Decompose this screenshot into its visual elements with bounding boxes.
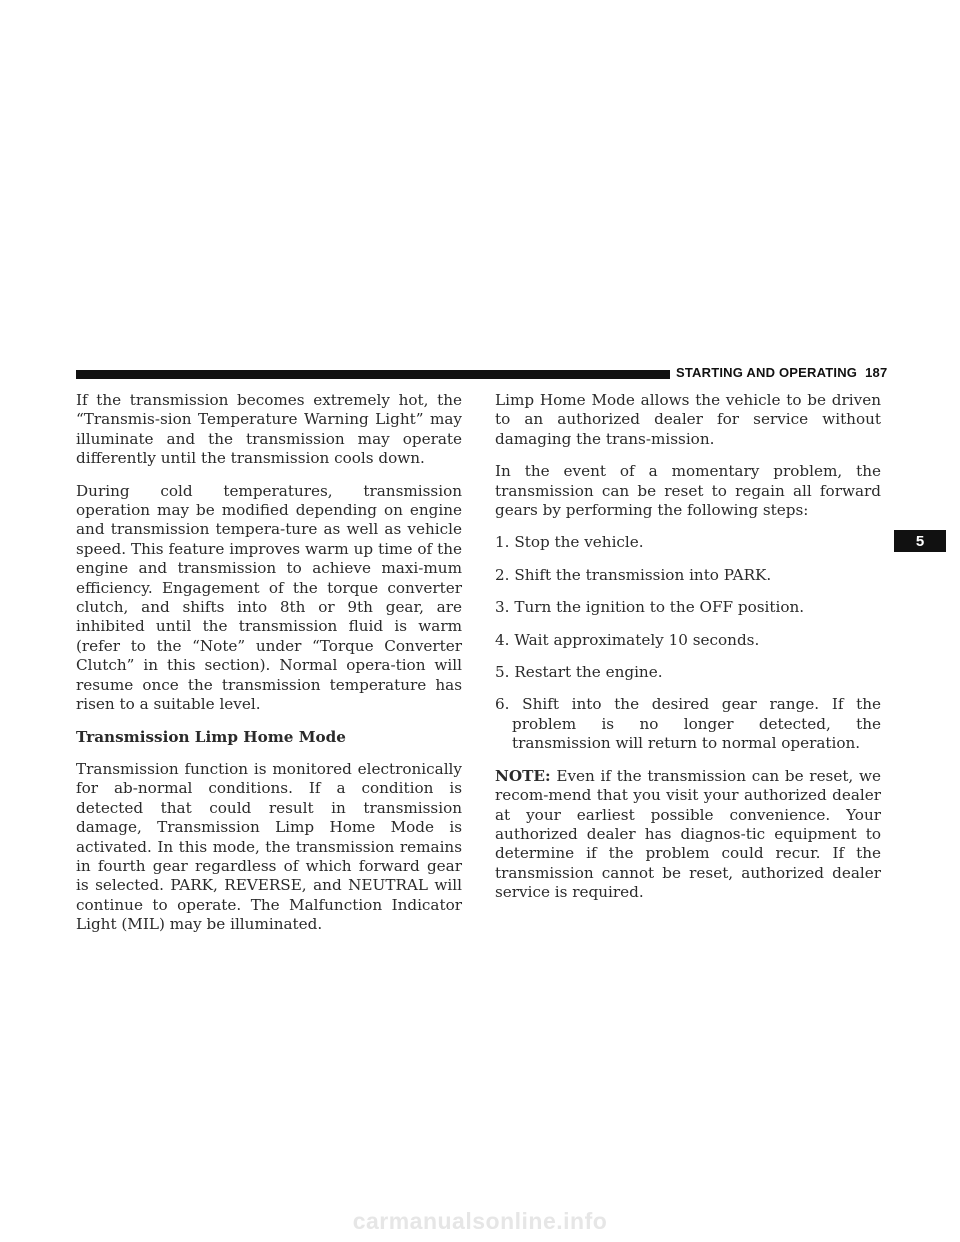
paragraph: If the transmission becomes extremely hot, the “Transmis-sion Temperature Warning Light” may illuminate and the transmission may operate differently until the transmission cools down. [76, 391, 462, 468]
section-title: STARTING AND OPERATING [676, 365, 858, 380]
right-column [495, 391, 881, 916]
running-header [676, 365, 887, 380]
note-text: Even if the transmission can be reset, we recom-mend that you visit your authorized dealer at your earliest possible convenience. Your authorized dealer has diagnos-tic equipment to determine if the problem could recur. If the transmission cannot be reset, authorized dealer service is required. [495, 766, 881, 902]
steps-list [495, 533, 881, 753]
note-label: NOTE: [495, 766, 551, 785]
header-rule [76, 370, 670, 379]
paragraph: Transmission function is monitored electronically for ab-normal conditions. If a condition is detected that could result in transmission damage, Transmission Limp Home Mode is activated. In this mode, the transmission remains in fourth gear regardless of which forward gear is selected. PARK, REVERSE, and NEUTRAL will continue to operate. The Malfunction Indicator Light (MIL) may be illuminated. [76, 759, 462, 934]
paragraph: During cold temperatures, transmission operation may be modified depending on engine and transmission tempera-ture as well as vehicle speed. This feature improves warm up time of the engine and transmission to achieve maxi-mum efficiency. Engagement of the torque converter clutch, and shifts into 8th or 9th gear, are inhibited until the transmission fluid is warm (refer to the “Note” under “Torque Converter Clutch” in this section). Normal opera-tion will resume once the transmission temperature has risen to a suitable level. [76, 481, 462, 714]
list-item: 5. Restart the engine. [495, 663, 663, 682]
page-number: 187 [865, 365, 888, 380]
list-item: 3. Turn the ignition to the OFF position. [495, 598, 805, 617]
watermark: carmanualsonline.info [352, 1208, 608, 1234]
paragraph: In the event of a momentary problem, the transmission can be reset to regain all forward gears by performing the following steps: [495, 462, 881, 520]
list-item: 4. Wait approximately 10 seconds. [495, 630, 760, 649]
list-item: 2. Shift the transmission into PARK. [495, 565, 772, 584]
section-heading: Transmission Limp Home Mode [76, 727, 346, 746]
chapter-tab: 5 [894, 530, 946, 552]
note-paragraph [495, 767, 881, 903]
list-item: 1. Stop the vehicle. [495, 533, 644, 552]
list-item: 6. Shift into the desired gear range. If the problem is no longer detected, the transmission will return to normal operation. [495, 695, 881, 753]
left-column [76, 391, 462, 948]
paragraph: Limp Home Mode allows the vehicle to be driven to an authorized dealer for service without damaging the trans-mission. [495, 391, 881, 448]
